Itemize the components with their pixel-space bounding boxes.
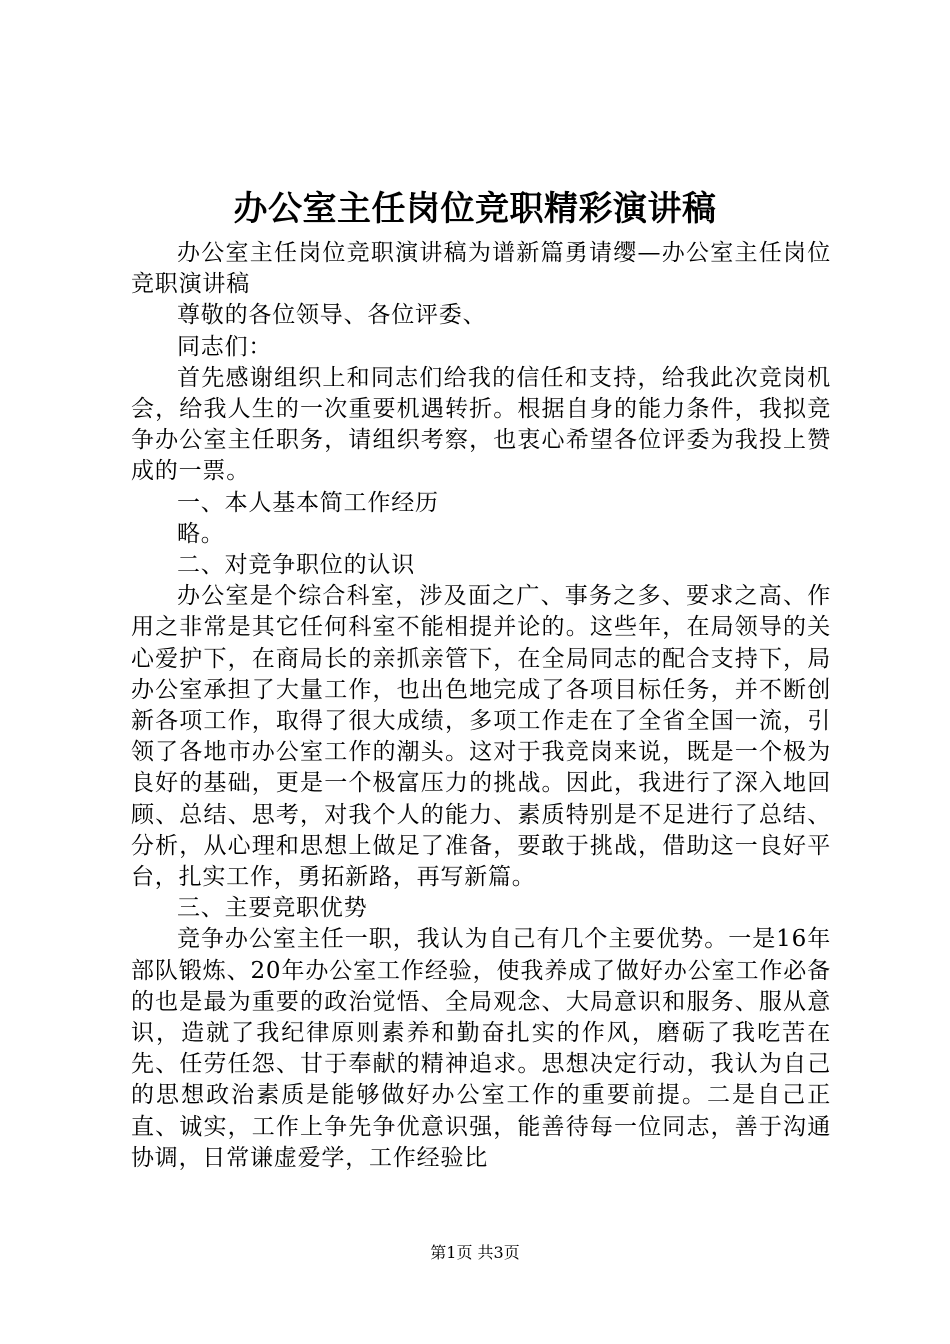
paragraph-opening: 首先感谢组织上和同志们给我的信任和支持，给我此次竞岗机会，给我人生的一次重要机遇转折。根据自身的能力条件，我拟竞争办公室主任职务，请组织考察，也衷心希望各位评委为我投上赞成的一票。 [131,364,831,485]
paragraph-salutation-continued: 同志们： [177,333,273,360]
page-footer: 第1页 共3页 [430,1243,520,1262]
paragraph-salutation: 尊敬的各位领导、各位评委、 [177,302,487,329]
document-body [131,238,831,1174]
section-heading-experience: 一、本人基本简工作经历 [177,489,439,516]
paragraph-subtitle: 办公室主任岗位竞职演讲稿为谱新篇勇请缨—办公室主任岗位竞职演讲稿 [131,240,831,298]
paragraph-advantages: 竞争办公室主任一职，我认为自己有几个主要优势。一是16年部队锻炼、20年办公室工作经验，使我养成了做好办公室工作必备的也是最为重要的政治觉悟、全局观念、大局意识和服务、服从意识，造就了我纪律原则素养和勤奋扎实的作风，磨砺了我吃苦在先、任劳任怨、甘于奉献的精神追求。思想决定行动，我认为自己的思想政治素质是能够做好办公室工作的重要前提。二是自己正直、诚实，工作上争先争优意识强，能善待每一位同志，善于沟通协调，日常谦虚爱学，工作经验比 [131,926,831,1171]
paragraph-omitted: 略。 [177,520,225,547]
paragraph-understanding: 办公室是个综合科室，涉及面之广、事务之多、要求之高、作用之非常是其它任何科室不能相提并论的。这些年，在局领导的关心爱护下，在商局长的亲抓亲管下，在全局同志的配合支持下，局办公室承担了大量工作，也出色地完成了各项目标任务，并不断创新各项工作，取得了很大成绩，多项工作走在了全省全国一流，引领了各地市办公室工作的潮头。这对于我竞岗来说，既是一个极为良好的基础，更是一个极富压力的挑战。因此，我进行了深入地回顾、总结、思考，对我个人的能力、素质特别是不足进行了总结、分析，从心理和思想上做足了准备，要敢于挑战，借助这一良好平台，扎实工作，勇拓新路，再写新篇。 [131,583,831,891]
section-heading-understanding: 二、对竞争职位的认识 [177,552,415,579]
document-title: 办公室主任岗位竞职精彩演讲稿 [233,189,717,229]
section-heading-advantages: 三、主要竞职优势 [177,895,368,922]
